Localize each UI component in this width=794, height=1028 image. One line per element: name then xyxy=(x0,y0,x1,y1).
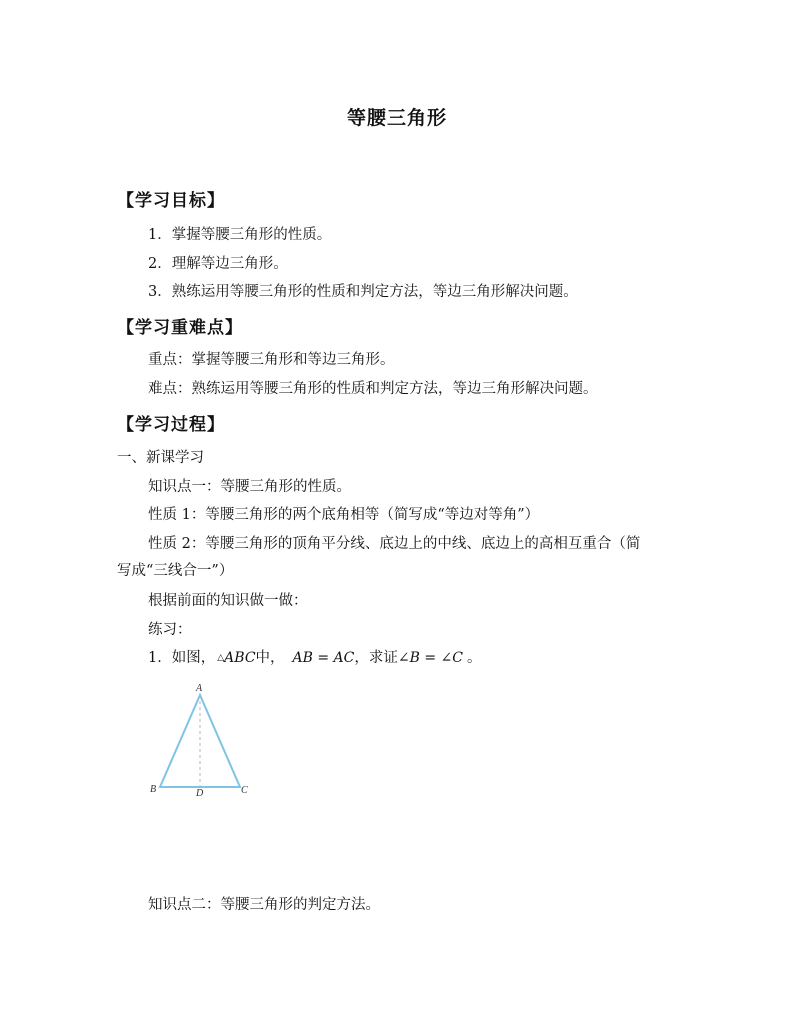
equation-ab-ac: AB = AC xyxy=(292,650,355,666)
property-1: 性质 1：等腰三角形的两个底角相等（简写成“等边对等角”） xyxy=(148,507,540,523)
key-point-focus: 重点：掌握等腰三角形和等边三角形。 xyxy=(148,352,395,368)
vertex-label-c: C xyxy=(241,785,248,796)
question-1-mid: 中， xyxy=(255,650,285,666)
triangle-abc: ABC xyxy=(224,650,256,666)
property-2-line-1: 性质 2：等腰三角形的顶角平分线、底边上的中线、底边上的高相互重合（简 xyxy=(148,536,641,552)
key-point-difficulty: 难点：熟练运用等腰三角形的性质和判定方法，等边三角形解决问题。 xyxy=(148,381,598,397)
vertex-label-a: A xyxy=(196,683,203,694)
point-label-d: D xyxy=(196,788,204,799)
question-1-prefix: 1．如图， xyxy=(148,650,216,666)
question-1-prove: ，求证 xyxy=(354,650,398,666)
question-1-end: 。 xyxy=(466,650,482,666)
equation-angle-b-c: ∠B = ∠C xyxy=(397,650,463,666)
try-it-prompt: 根据前面的知识做一做： xyxy=(148,593,308,609)
knowledge-point-2: 知识点二：等腰三角形的判定方法。 xyxy=(148,897,380,913)
key-points-heading: 【学习重难点】 xyxy=(117,318,243,338)
knowledge-point-1: 知识点一：等腰三角形的性质。 xyxy=(148,479,351,495)
objective-item-1: 1．掌握等腰三角形的性质。 xyxy=(148,227,332,243)
objective-item-2: 2．理解等边三角形。 xyxy=(148,256,288,272)
page-title: 等腰三角形 xyxy=(346,107,447,129)
practice-label: 练习： xyxy=(148,622,192,638)
question-1 xyxy=(148,648,481,668)
objectives-heading: 【学习目标】 xyxy=(117,191,225,211)
objective-item-3: 3．熟练运用等腰三角形的性质和判定方法，等边三角形解决问题。 xyxy=(148,284,578,300)
vertex-label-b: B xyxy=(150,784,157,795)
property-2-line-2: 写成“三线合一”） xyxy=(117,563,234,579)
isosceles-triangle-figure xyxy=(145,680,255,800)
section-new-lesson: 一、新课学习 xyxy=(117,450,204,466)
triangle-symbol: △ xyxy=(217,653,225,663)
process-heading: 【学习过程】 xyxy=(117,415,225,435)
